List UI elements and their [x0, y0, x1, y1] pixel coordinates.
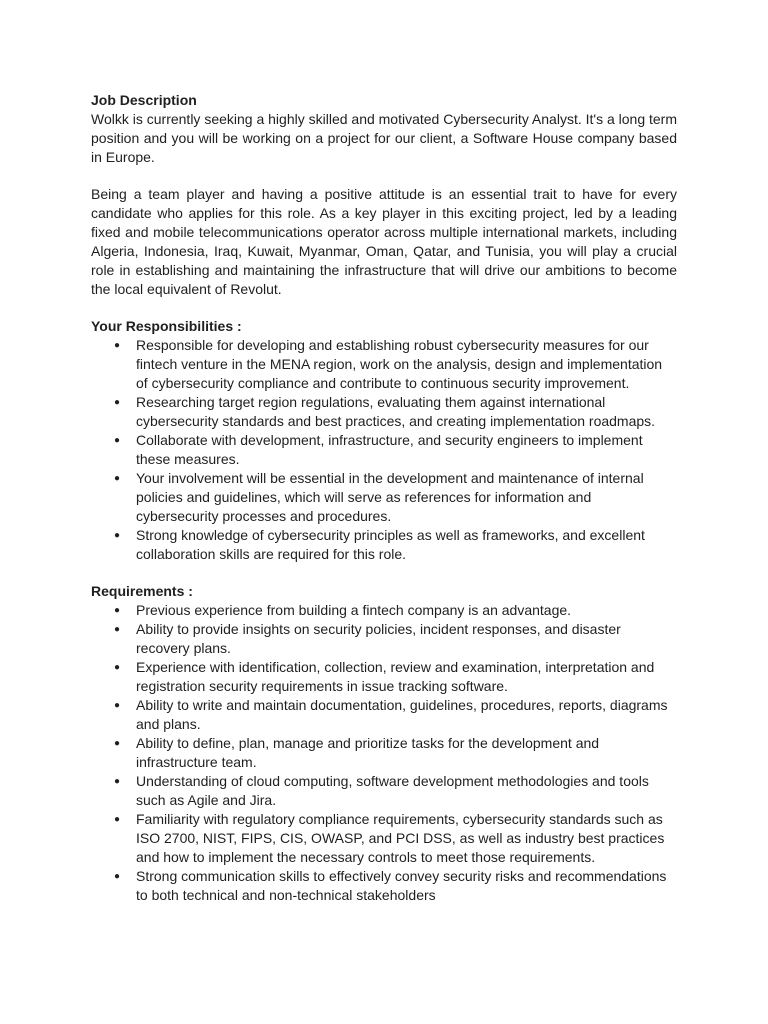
requirements-heading: Requirements : [91, 583, 193, 599]
list-item [91, 393, 677, 431]
requirements-list [91, 601, 677, 905]
bullet-icon: ● [114, 700, 121, 711]
list-item-text: Ability to provide insights on security policies, incident responses, and disaster recovery plans. [136, 621, 621, 656]
list-item-text: Strong communication skills to effectively convey security risks and recommendations to both technical and non-technical stakeholders [136, 868, 667, 903]
bullet-icon: ● [114, 814, 121, 825]
list-item [91, 867, 677, 905]
bullet-icon: ● [114, 624, 121, 635]
spacer [91, 299, 677, 317]
list-item [91, 601, 677, 620]
list-item-text: Understanding of cloud computing, software development methodologies and tools such as Agile and Jira. [136, 773, 649, 808]
bullet-icon: ● [114, 662, 121, 673]
list-item [91, 620, 677, 658]
list-item [91, 526, 677, 564]
bullet-icon: ● [114, 738, 121, 749]
list-item [91, 336, 677, 393]
list-item [91, 431, 677, 469]
bullet-icon: ● [114, 340, 121, 351]
list-item [91, 658, 677, 696]
document-page [91, 91, 677, 905]
list-item [91, 810, 677, 867]
list-item-text: Your involvement will be essential in the development and maintenance of internal policies and guidelines, which will serve as references for information and cybersecurity processes and procedures. [136, 470, 644, 524]
bullet-icon: ● [114, 435, 121, 446]
bullet-icon: ● [114, 871, 121, 882]
list-item [91, 772, 677, 810]
list-item-text: Strong knowledge of cybersecurity principles as well as frameworks, and excellent collaboration skills are required for this role. [136, 527, 645, 562]
spacer [91, 167, 677, 185]
bullet-icon: ● [114, 605, 121, 616]
list-item-text: Collaborate with development, infrastructure, and security engineers to implement these measures. [136, 432, 643, 467]
list-item-text: Ability to define, plan, manage and prioritize tasks for the development and infrastructure team. [136, 735, 600, 770]
list-item [91, 696, 677, 734]
job-about-paragraph: Being a team player and having a positive attitude is an essential trait to have for every candidate who applies for this role. As a key player in this exciting project, led by a leading fixed and mobile telecommunications operator across multiple international markets, including Algeria, Indonesia, Iraq, Kuwait, Myanmar, Oman, Qatar, and Tunisia, you will play a crucial role in establishing and maintaining the infrastructure that will drive our ambitions to become the local equivalent of Revolut. [91, 186, 677, 297]
responsibilities-heading: Your Responsibilities : [91, 318, 242, 334]
list-item-text: Familiarity with regulatory compliance requirements, cybersecurity standards such as ISO 2700, NIST, FIPS, CIS, OWASP, and PCI DSS, as well as industry best practices and how to implement the necessary controls to meet those requirements. [136, 811, 665, 865]
list-item-text: Researching target region regulations, evaluating them against international cybersecurity standards and best practices, and creating implementation roadmaps. [136, 394, 656, 429]
list-item [91, 734, 677, 772]
bullet-icon: ● [114, 397, 121, 408]
job-intro-paragraph: Wolkk is currently seeking a highly skilled and motivated Cybersecurity Analyst. It's a long term position and you will be working on a project for our client, a Software House company based in Europe. [91, 111, 677, 165]
bullet-icon: ● [114, 473, 121, 484]
list-item [91, 469, 677, 526]
responsibilities-list [91, 336, 677, 564]
spacer [91, 564, 677, 582]
list-item-text: Previous experience from building a fintech company is an advantage. [136, 602, 572, 618]
bullet-icon: ● [114, 776, 121, 787]
job-description-heading: Job Description [91, 92, 197, 108]
list-item-text: Experience with identification, collection, review and examination, interpretation and registration security requirements in issue tracking software. [136, 659, 655, 694]
list-item-text: Responsible for developing and establishing robust cybersecurity measures for our fintech venture in the MENA region, work on the analysis, design and implementation of cybersecurity compliance and contribute to continuous security improvement. [136, 337, 663, 391]
bullet-icon: ● [114, 530, 121, 541]
list-item-text: Ability to write and maintain documentation, guidelines, procedures, reports, diagrams and plans. [136, 697, 668, 732]
